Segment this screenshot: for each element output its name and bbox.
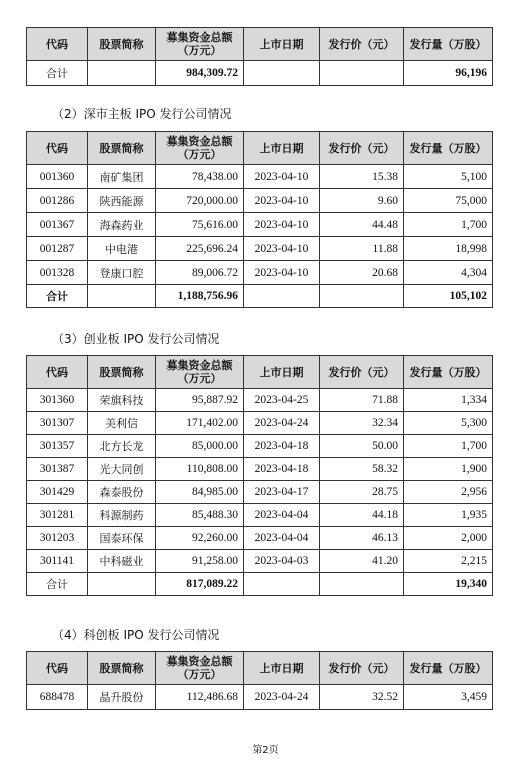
listing-date: 2023-04-17 [244, 481, 320, 504]
gem-table [26, 355, 493, 596]
table-row [27, 412, 493, 435]
issue-volume: 18,998 [404, 237, 493, 261]
stock-code: 301357 [27, 435, 88, 458]
header-listing-date: 上市日期 [244, 356, 320, 389]
stock-name: 中科磁业 [88, 550, 156, 573]
section-title-gem: （3）创业板 IPO 发行公司情况 [52, 332, 220, 346]
table-row [27, 458, 493, 481]
stock-code: 001328 [27, 261, 88, 285]
table-row [27, 189, 493, 213]
empty-cell [244, 285, 320, 308]
total-label: 合计 [27, 61, 88, 86]
issue-volume: 5,300 [404, 412, 493, 435]
fund-amount: 85,488.30 [156, 504, 244, 527]
table-row [27, 389, 493, 412]
stock-name: 海森药业 [88, 213, 156, 237]
header-listing-date: 上市日期 [244, 132, 320, 165]
listing-date: 2023-04-10 [244, 189, 320, 213]
header-issue-volume: 发行量（万股） [404, 132, 493, 165]
issue-price: 44.48 [320, 213, 404, 237]
issue-price: 32.52 [320, 685, 404, 710]
issue-price: 71.88 [320, 389, 404, 412]
fund-amount: 85,000.00 [156, 435, 244, 458]
stock-code: 001367 [27, 213, 88, 237]
table-row [27, 550, 493, 573]
empty-cell [320, 285, 404, 308]
stock-name: 森泰股份 [88, 481, 156, 504]
empty-cell [88, 573, 156, 596]
empty-cell [244, 573, 320, 596]
header-issue-volume: 发行量（万股） [404, 28, 493, 61]
listing-date: 2023-04-04 [244, 504, 320, 527]
total-label: 合计 [27, 285, 88, 308]
header-fund-amount: 募集资金总额 （万元） [156, 132, 244, 165]
listing-date: 2023-04-03 [244, 550, 320, 573]
stock-name: 国泰环保 [88, 527, 156, 550]
star-table [26, 651, 493, 710]
fund-amount: 92,260.00 [156, 527, 244, 550]
issue-price: 15.38 [320, 165, 404, 189]
table-row [27, 213, 493, 237]
total-amount: 984,309.72 [156, 61, 244, 86]
fund-amount: 110,808.00 [156, 458, 244, 481]
header-stock-name: 股票简称 [88, 132, 156, 165]
stock-code: 301141 [27, 550, 88, 573]
stock-code: 301360 [27, 389, 88, 412]
section-title-sz-main: （2）深市主板 IPO 发行公司情况 [52, 107, 232, 121]
total-volume: 96,196 [404, 61, 493, 86]
stock-code: 301429 [27, 481, 88, 504]
stock-name: 中电港 [88, 237, 156, 261]
issue-volume: 1,935 [404, 504, 493, 527]
total-row [27, 61, 493, 86]
issue-volume: 2,956 [404, 481, 493, 504]
issue-volume: 3,459 [404, 685, 493, 710]
stock-code: 301281 [27, 504, 88, 527]
listing-date: 2023-04-10 [244, 237, 320, 261]
header-stock-name: 股票简称 [88, 28, 156, 61]
header-code: 代码 [27, 132, 88, 165]
header-issue-volume: 发行量（万股） [404, 652, 493, 685]
listing-date: 2023-04-18 [244, 458, 320, 481]
fund-amount: 171,402.00 [156, 412, 244, 435]
header-listing-date: 上市日期 [244, 652, 320, 685]
table-header [27, 356, 493, 389]
stock-code: 301307 [27, 412, 88, 435]
stock-code: 001286 [27, 189, 88, 213]
issue-volume: 2,215 [404, 550, 493, 573]
fund-amount: 720,000.00 [156, 189, 244, 213]
page-number: 第2页 [252, 745, 279, 756]
total-amount: 817,089.22 [156, 573, 244, 596]
empty-cell [88, 285, 156, 308]
stock-name: 晶升股份 [88, 685, 156, 710]
total-row [27, 573, 493, 596]
issue-volume: 4,304 [404, 261, 493, 285]
listing-date: 2023-04-18 [244, 435, 320, 458]
stock-name: 北方长龙 [88, 435, 156, 458]
table-header [27, 28, 493, 61]
empty-cell [320, 573, 404, 596]
table-row [27, 435, 493, 458]
empty-cell [244, 61, 320, 86]
issue-price: 44.18 [320, 504, 404, 527]
listing-date: 2023-04-25 [244, 389, 320, 412]
table-header [27, 652, 493, 685]
empty-cell [320, 61, 404, 86]
issue-price: 9.60 [320, 189, 404, 213]
issue-price: 41.20 [320, 550, 404, 573]
stock-code: 301203 [27, 527, 88, 550]
stock-name: 美利信 [88, 412, 156, 435]
issue-price: 58.32 [320, 458, 404, 481]
stock-name: 登康口腔 [88, 261, 156, 285]
issue-price: 46.13 [320, 527, 404, 550]
total-volume: 105,102 [404, 285, 493, 308]
header-code: 代码 [27, 652, 88, 685]
fund-amount: 91,258.00 [156, 550, 244, 573]
header-issue-price: 发行价（元） [320, 356, 404, 389]
header-listing-date: 上市日期 [244, 28, 320, 61]
fund-amount: 78,438.00 [156, 165, 244, 189]
stock-code: 301387 [27, 458, 88, 481]
stock-code: 001287 [27, 237, 88, 261]
issue-price: 11.88 [320, 237, 404, 261]
table-row [27, 527, 493, 550]
total-label: 合计 [27, 573, 88, 596]
header-issue-price: 发行价（元） [320, 28, 404, 61]
header-code: 代码 [27, 356, 88, 389]
total-volume: 19,340 [404, 573, 493, 596]
issue-price: 50.00 [320, 435, 404, 458]
listing-date: 2023-04-10 [244, 261, 320, 285]
total-row [27, 285, 493, 308]
listing-date: 2023-04-04 [244, 527, 320, 550]
table-row [27, 504, 493, 527]
header-issue-price: 发行价（元） [320, 132, 404, 165]
stock-name: 科源制药 [88, 504, 156, 527]
fund-amount: 75,616.00 [156, 213, 244, 237]
issue-volume: 1,334 [404, 389, 493, 412]
header-issue-price: 发行价（元） [320, 652, 404, 685]
fund-amount: 84,985.00 [156, 481, 244, 504]
table-row [27, 685, 493, 710]
table-row [27, 261, 493, 285]
issue-volume: 1,700 [404, 213, 493, 237]
table-row [27, 237, 493, 261]
issue-volume: 2,000 [404, 527, 493, 550]
issue-volume: 5,100 [404, 165, 493, 189]
table-row [27, 165, 493, 189]
issue-price: 28.75 [320, 481, 404, 504]
issue-price: 32.34 [320, 412, 404, 435]
header-stock-name: 股票简称 [88, 356, 156, 389]
header-fund-amount: 募集资金总额 （万元） [156, 28, 244, 61]
header-fund-amount: 募集资金总额 （万元） [156, 356, 244, 389]
stock-name: 南矿集团 [88, 165, 156, 189]
fund-amount: 112,486.68 [156, 685, 244, 710]
listing-date: 2023-04-24 [244, 412, 320, 435]
top-table [26, 27, 493, 86]
header-issue-volume: 发行量（万股） [404, 356, 493, 389]
header-stock-name: 股票简称 [88, 652, 156, 685]
fund-amount: 89,006.72 [156, 261, 244, 285]
stock-name: 荣旗科技 [88, 389, 156, 412]
fund-amount: 95,887.92 [156, 389, 244, 412]
stock-code: 001360 [27, 165, 88, 189]
issue-volume: 75,000 [404, 189, 493, 213]
issue-price: 20.68 [320, 261, 404, 285]
issue-volume: 1,900 [404, 458, 493, 481]
stock-name: 陕西能源 [88, 189, 156, 213]
listing-date: 2023-04-10 [244, 213, 320, 237]
fund-amount: 225,696.24 [156, 237, 244, 261]
table-header [27, 132, 493, 165]
table-row [27, 481, 493, 504]
total-amount: 1,188,756.96 [156, 285, 244, 308]
listing-date: 2023-04-24 [244, 685, 320, 710]
empty-cell [88, 61, 156, 86]
sz-main-table [26, 131, 493, 308]
listing-date: 2023-04-10 [244, 165, 320, 189]
stock-name: 光大同创 [88, 458, 156, 481]
header-fund-amount: 募集资金总额 （万元） [156, 652, 244, 685]
stock-code: 688478 [27, 685, 88, 710]
header-code: 代码 [27, 28, 88, 61]
issue-volume: 1,700 [404, 435, 493, 458]
section-title-star: （4）科创板 IPO 发行公司情况 [52, 628, 220, 642]
